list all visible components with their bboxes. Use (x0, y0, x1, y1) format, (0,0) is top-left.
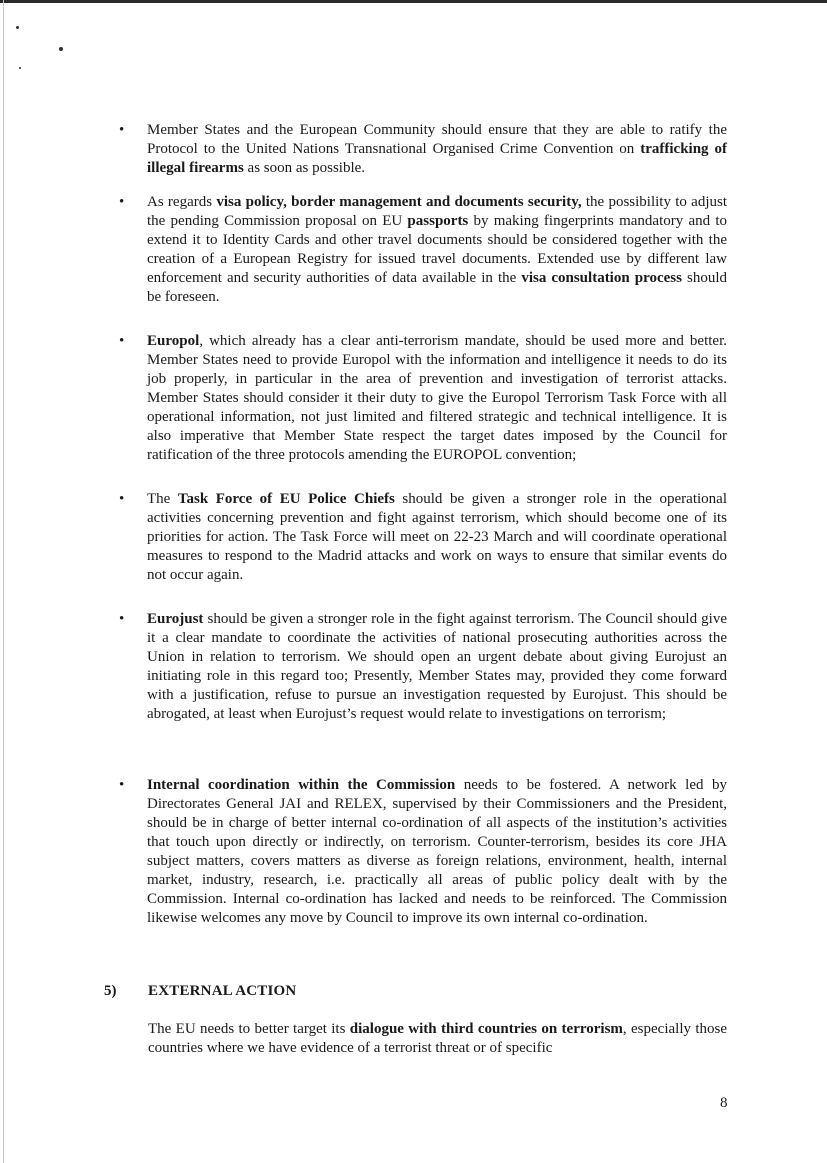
scan-edge-top (0, 0, 827, 3)
bullet-text: Eurojust should be given a stronger role in the fight against terrorism. The Council should give it a clear mandate to coordinate the activities of national prosecuting authorities across the Union in relation to terrorism. We should open an urgent debate about giving Eurojust an initiating role in this regard too; Presently, Member States may, provided they come forward with a justification, refuse to pursue an investigation requested by Eurojust. This should be abrogated, at least when Eurojust’s request would relate to investigations on terrorism; (147, 611, 727, 722)
bullet-marker: • (119, 122, 125, 138)
bullet-marker: • (119, 491, 125, 507)
bullet-item-visa-policy (119, 193, 727, 307)
scan-speck (19, 67, 21, 69)
bullet-item-internal-coordination (119, 776, 727, 928)
bullet-marker: • (119, 611, 125, 627)
bullet-item-police-chiefs (119, 490, 727, 585)
bullet-item-europol (119, 332, 727, 465)
bullet-item-eurojust (119, 610, 727, 724)
scan-edge-left (3, 0, 4, 1163)
bullet-marker: • (119, 333, 125, 349)
section-paragraph: The EU needs to better target its dialogue with third countries on terrorism, especially those countries where we have evidence of a terrorist threat or of specific (148, 1021, 728, 1056)
bullet-text: Member States and the European Community should ensure that they are able to ratify the Protocol to the United Nations Transnational Organised Crime Convention on trafficking of illegal firearms as soon as possible. (147, 122, 727, 176)
page-number: 8 (720, 1095, 728, 1111)
scan-speck (59, 47, 63, 51)
bullet-text: As regards visa policy, border management and documents security, the possibility to adjust the pending Commission proposal on EU passports by making fingerprints mandatory and to extend it to Identity Cards and other travel documents should be considered together with the creation of a European Registry for issued travel documents. Extended use by different law enforcement and security authorities of data available in the visa consultation process should be foreseen. (147, 194, 727, 305)
section-number: 5) (104, 983, 117, 999)
section-title: EXTERNAL ACTION (148, 983, 297, 999)
bullet-text: Europol, which already has a clear anti-terrorism mandate, should be used more and better. Member States need to provide Europol with the information and intelligence it needs to do its job properly, in particular in the area of prevention and investigation of terrorist attacks. Member States should consider it their duty to give the Europol Terrorism Task Force with all operational information, not just limited and filtered strategic and technical intelligence. It is also imperative that Member State respect the target dates imposed by the Council for ratification of the three protocols amending the EUROPOL convention; (147, 333, 727, 463)
bullet-marker: • (119, 777, 125, 793)
bullet-item-firearms (119, 121, 727, 178)
bullet-text: Internal coordination within the Commission needs to be fostered. A network led by Directorates General JAI and RELEX, supervised by their Commissioners and the President, should be in charge of better internal co-ordination of all aspects of the institution’s activities that touch upon directly or indirectly, on terrorism. Counter-terrorism, besides its core JHA subject matters, covers matters as diverse as foreign relations, environment, health, internal market, industry, research, i.e. practically all areas of public policy dealt with by the Commission. Internal co-ordination has lacked and needs to be reinforced. The Commission likewise welcomes any move by Council to improve its own internal co-ordination. (147, 777, 727, 926)
bullet-marker: • (119, 194, 125, 210)
scan-speck (16, 26, 19, 29)
bullet-text: The Task Force of EU Police Chiefs should be given a stronger role in the operational activities concerning prevention and fight against terrorism, which should become one of its priorities for action. The Task Force will meet on 22-23 March and will coordinate operational measures to respond to the Madrid attacks and work on ways to ensure that similar events do not occur again. (147, 491, 727, 583)
bullet-list (119, 121, 727, 928)
